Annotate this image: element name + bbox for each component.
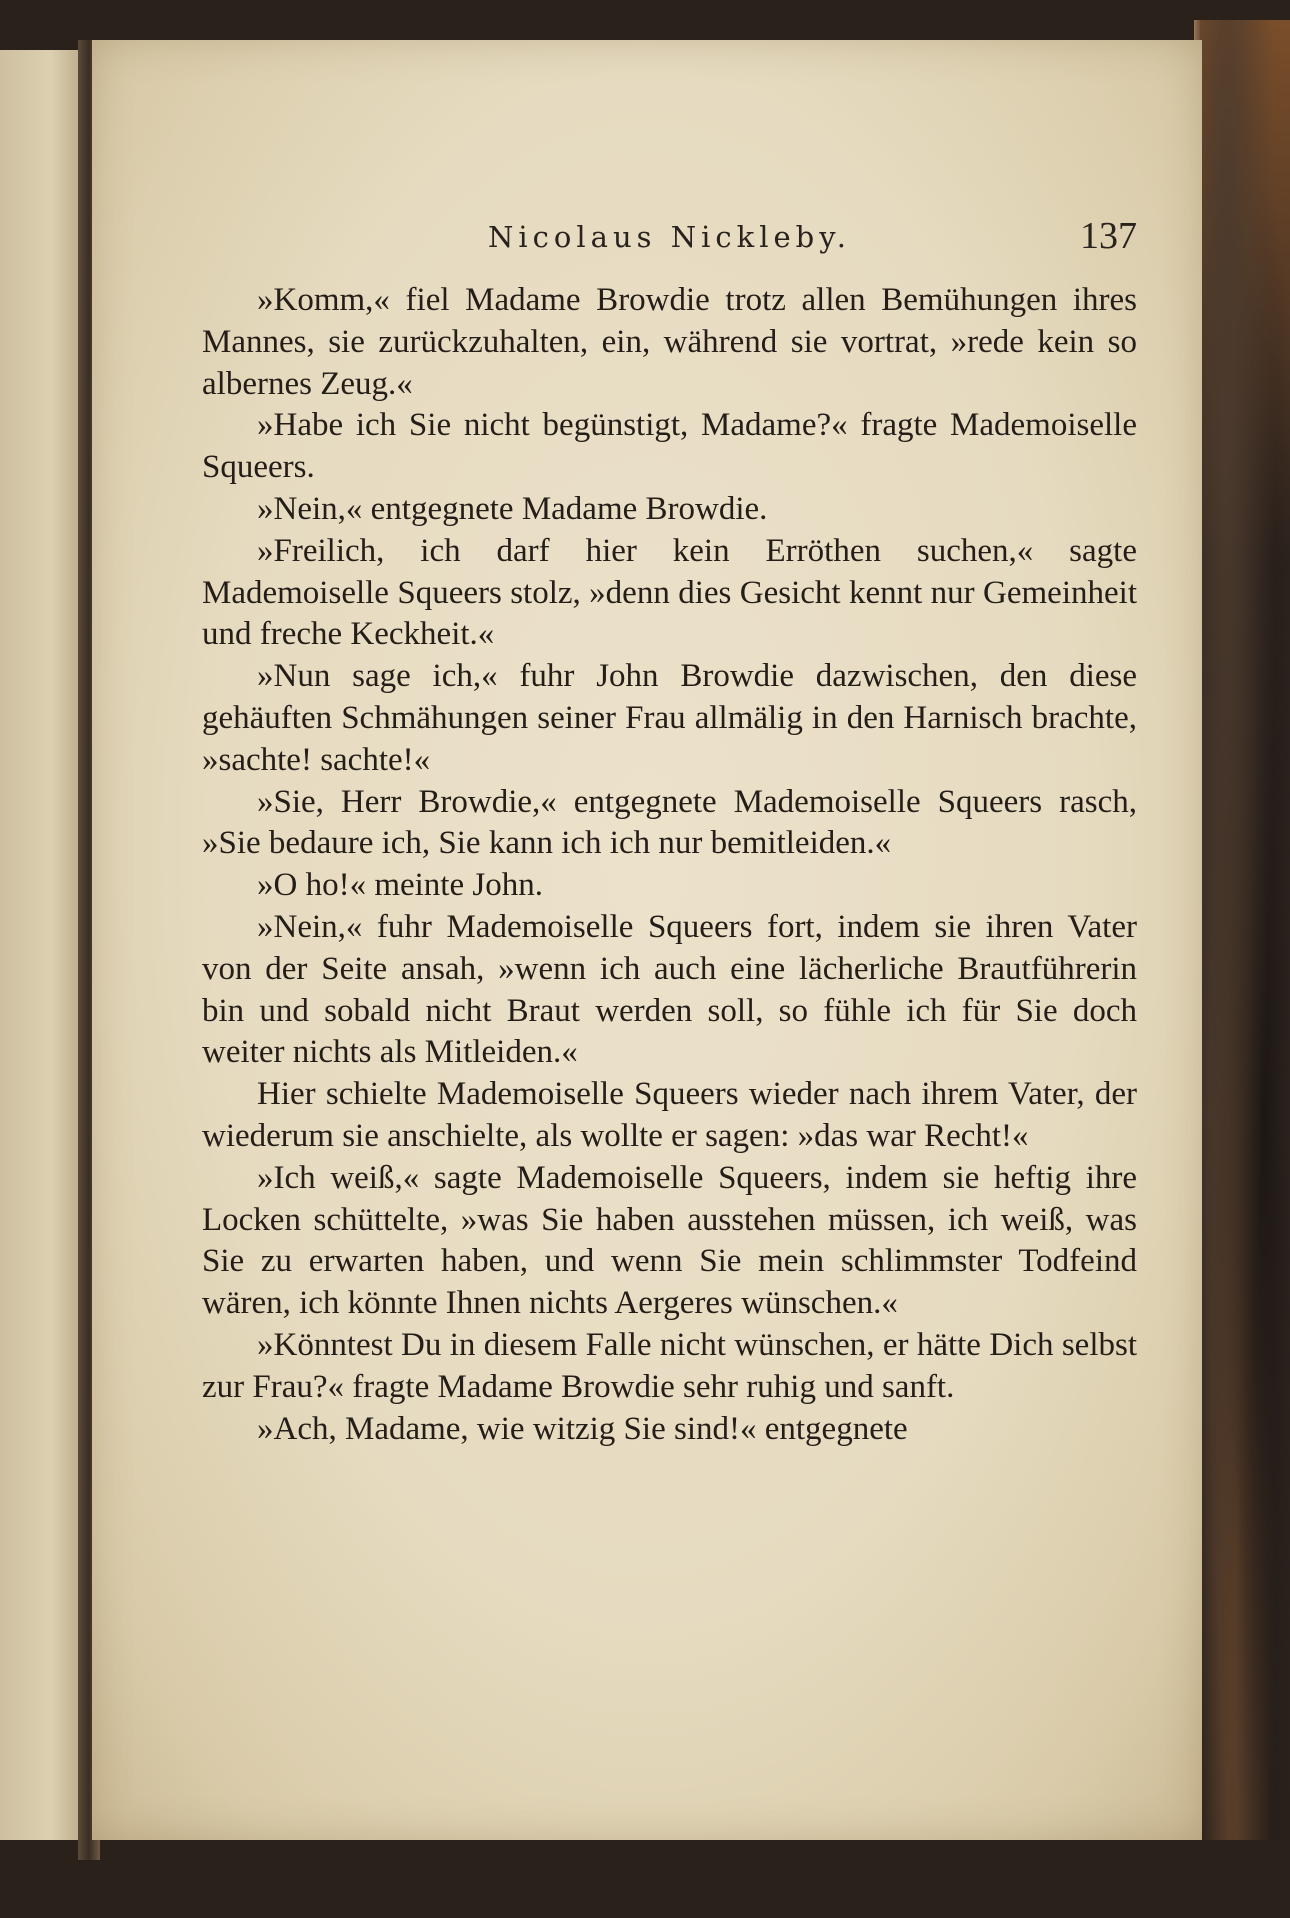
- paragraph: »O ho!« meinte John.: [257, 867, 543, 904]
- paragraph: »Sie, Herr Browdie,« entgegnete Mademoiselle Squeers rasch, »Sie bedaure ich, Sie kann ich ich nur bemitleiden.«: [202, 783, 1137, 862]
- paragraph: »Nun sage ich,« fuhr John Browdie dazwischen, den diese gehäuften Schmähungen seiner Frau allmälig in den Harnisch brachte, »sachte! sachte!«: [202, 658, 1137, 778]
- paragraph: Hier schielte Mademoiselle Squeers wieder nach ihrem Vater, der wiederum sie anschielte, als wollte er sagen: »das war Recht!«: [202, 1076, 1137, 1154]
- paragraph: »Komm,« fiel Madame Browdie trotz allen Bemühungen ihres Mannes, sie zurückzuhalten, ein, während sie vortrat, »rede kein so albernes Zeug.«: [202, 282, 1137, 402]
- paragraph: »Ich weiß,« sagte Mademoiselle Squeers, indem sie heftig ihre Locken schüttelte, »was Sie haben ausstehen müssen, ich weiß, was Sie zu erwarten haben, und wenn Sie mein schlimmster Todfeind wären, ich könnte Ihnen nichts Aergeres wünschen.«: [202, 1159, 1137, 1322]
- body-text: [202, 280, 1137, 1450]
- page-number: 137: [1080, 215, 1137, 257]
- marbled-cover: [1200, 20, 1290, 1840]
- paragraph: »Freilich, ich darf hier kein Erröthen suchen,« sagte Mademoiselle Squeers stolz, »denn dies Gesicht kennt nur Gemeinheit und freche Keckheit.«: [202, 532, 1137, 653]
- paragraph: »Könntest Du in diesem Falle nicht wünschen, er hätte Dich selbst zur Frau?« fragte Madame Browdie sehr ruhig und sanft.: [202, 1326, 1137, 1405]
- paragraph: »Nein,« fuhr Mademoiselle Squeers fort, indem sie ihren Vater von der Seite ansah, »wenn ich auch eine lächerliche Brautführerin bin und sobald nicht Braut werden soll, so fühle ich für Sie doch weiter nichts als Mitleiden.«: [202, 908, 1137, 1071]
- paragraph: »Habe ich Sie nicht begünstigt, Madame?« fragte Mademoiselle Squeers.: [202, 407, 1137, 486]
- running-title: Nicolaus Nickleby.: [488, 220, 851, 254]
- book-page: [92, 40, 1202, 1840]
- left-page-edge: [0, 50, 85, 1840]
- paragraph: »Ach, Madame, wie witzig Sie sind!« entgegnete: [257, 1410, 908, 1447]
- paragraph: »Nein,« entgegnete Madame Browdie.: [257, 490, 768, 527]
- page-header: [202, 215, 1137, 270]
